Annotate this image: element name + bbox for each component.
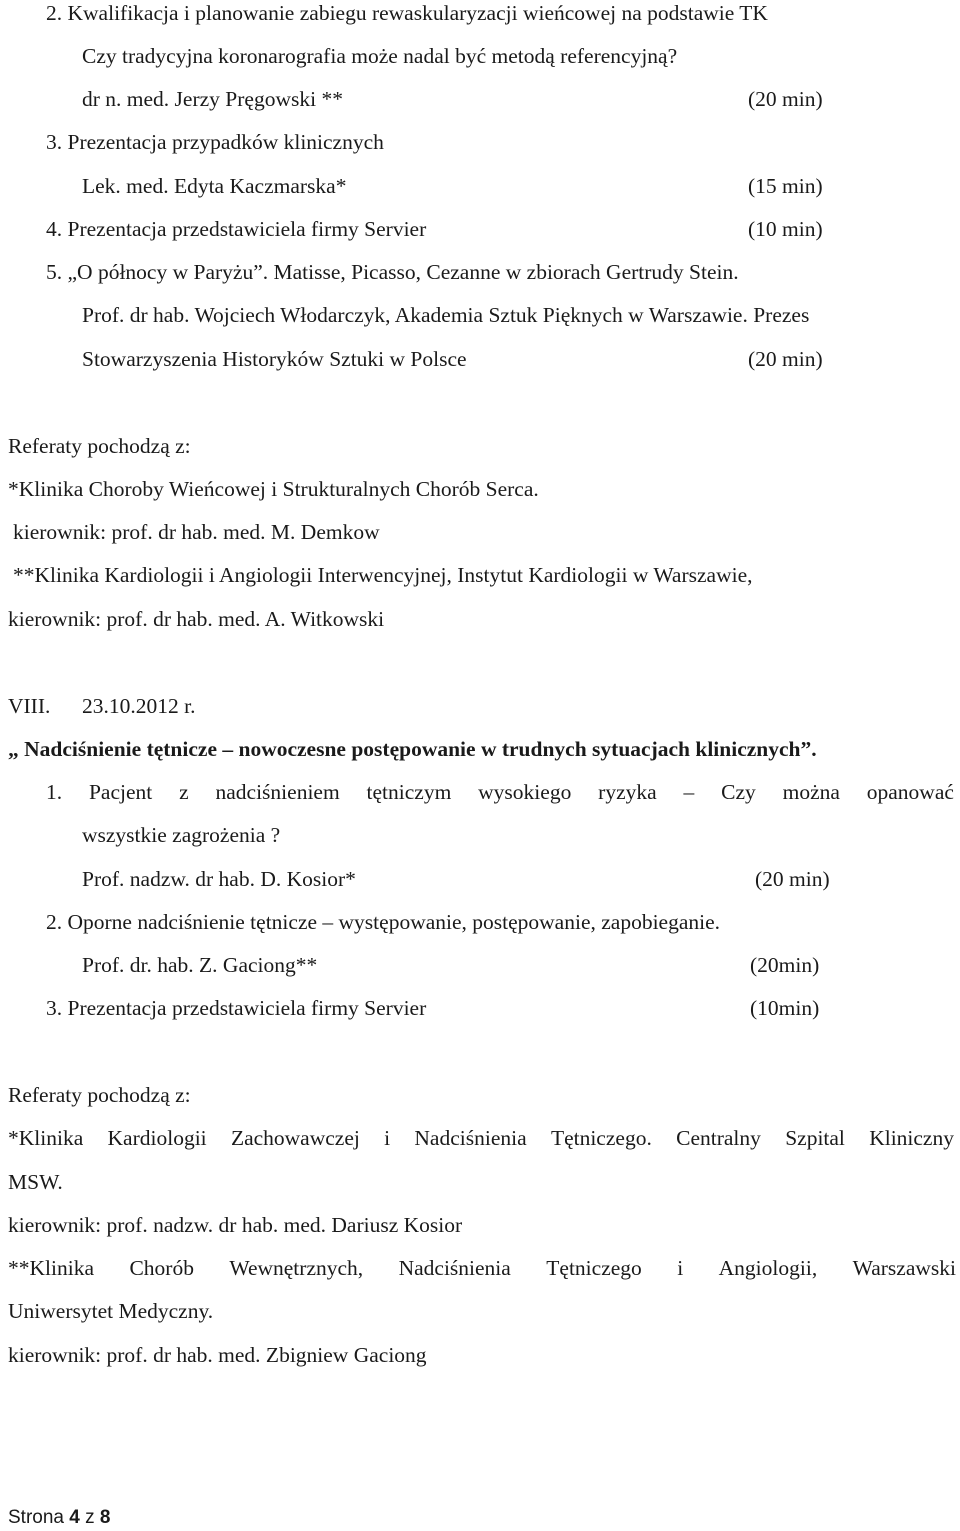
- s1-item3-time: (15 min): [748, 174, 823, 198]
- word: Kliniczny: [869, 1126, 954, 1150]
- s1-ref2-head: kierownik: prof. dr hab. med. A. Witkowski: [8, 607, 385, 631]
- s1-ref1: *Klinika Choroby Wieńcowej i Strukturalnych Chorób Serca.: [8, 477, 539, 501]
- word: Nadciśnienia: [398, 1256, 511, 1280]
- s1-refs-heading: Referaty pochodzą z:: [8, 434, 191, 458]
- s2-ref1-head: kierownik: prof. nadzw. dr hab. med. Dariusz Kosior: [8, 1213, 463, 1237]
- word: nadciśnieniem: [215, 780, 340, 804]
- s2-item1-time: (20 min): [755, 867, 830, 891]
- s2-item1-line2: wszystkie zagrożenia ?: [82, 823, 281, 847]
- word: tętniczym: [366, 780, 452, 804]
- word: Warszawski: [852, 1256, 956, 1280]
- s1-ref2: **Klinika Kardiologii i Angiologii Interwencyjnej, Instytut Kardiologii w Warszawie,: [13, 563, 753, 587]
- word: Nadciśnienia: [414, 1126, 527, 1150]
- page-total: 8: [99, 1507, 111, 1528]
- page-of: z: [85, 1507, 95, 1528]
- s1-item2-subtitle: Czy tradycyjna koronarografia może nadal być metodą referencyjną?: [82, 44, 678, 68]
- s1-item5-speaker: Prof. dr hab. Wojciech Włodarczyk, Akademia Sztuk Pięknych w Warszawie. Prezes: [82, 303, 810, 327]
- word: wysokiego: [478, 780, 572, 804]
- s2-ref2: [8, 1255, 956, 1281]
- s1-item3-speaker: Lek. med. Edyta Kaczmarska*: [82, 174, 347, 198]
- s2-item2-time: (20min): [750, 953, 820, 977]
- word: opanować: [866, 780, 954, 804]
- word: można: [782, 780, 840, 804]
- word: i: [384, 1126, 391, 1150]
- word: *Klinika: [8, 1126, 84, 1150]
- word: Chorób: [129, 1256, 194, 1280]
- word: **Klinika: [8, 1256, 94, 1280]
- s1-item2-speaker: dr n. med. Jerzy Pręgowski **: [82, 87, 343, 111]
- s2-ref1: [8, 1125, 954, 1151]
- s1-item4-title: 4. Prezentacja przedstawiciela firmy Servier: [46, 217, 427, 241]
- s2-item3-time: (10min): [750, 996, 820, 1020]
- s1-item4-time: (10 min): [748, 217, 823, 241]
- s2-title: „ Nadciśnienie tętnicze – nowoczesne postępowanie w trudnych sytuacjach klinicznych”.: [8, 737, 817, 761]
- s1-item2-title: 2. Kwalifikacja i planowanie zabiegu rewaskularyzacji wieńcowej na podstawie TK: [46, 1, 768, 25]
- s2-ref2-line2: Uniwersytet Medyczny.: [8, 1299, 214, 1323]
- s2-item2-speaker: Prof. dr. hab. Z. Gaciong**: [82, 953, 318, 977]
- page-number: 4: [69, 1507, 80, 1528]
- s1-ref1-head: kierownik: prof. dr hab. med. M. Demkow: [13, 520, 380, 544]
- s2-item1-speaker: Prof. nadzw. dr hab. D. Kosior*: [82, 867, 356, 891]
- word: Angiologii,: [718, 1256, 818, 1280]
- s1-item5-time: (20 min): [748, 347, 823, 371]
- s1-item3-title: 3. Prezentacja przypadków klinicznych: [46, 130, 384, 154]
- word: 1.: [46, 780, 63, 804]
- word: Tętniczego.: [550, 1126, 652, 1150]
- word: z: [179, 780, 189, 804]
- word: Kardiologii: [107, 1126, 207, 1150]
- word: Szpital: [785, 1126, 845, 1150]
- s2-refs-heading: Referaty pochodzą z:: [8, 1083, 191, 1107]
- s2-item2-title: 2. Oporne nadciśnienie tętnicze – występowanie, postępowanie, zapobieganie.: [46, 910, 721, 934]
- s2-item1-title: [46, 779, 954, 805]
- word: –: [683, 780, 695, 804]
- s2-ref1-line2: MSW.: [8, 1170, 63, 1194]
- word: Centralny: [676, 1126, 761, 1150]
- word: Zachowawczej: [230, 1126, 360, 1150]
- s1-item5-affiliation: Stowarzyszenia Historyków Sztuki w Polsce: [82, 347, 467, 371]
- page-footer: [8, 1505, 110, 1531]
- word: Czy: [721, 780, 756, 804]
- s2-date: 23.10.2012 r.: [82, 694, 196, 718]
- s2-ref2-head: kierownik: prof. dr hab. med. Zbigniew Gaciong: [8, 1343, 427, 1367]
- word: Wewnętrznych,: [229, 1256, 364, 1280]
- word: ryzyka: [598, 780, 657, 804]
- page-label: Strona: [8, 1507, 64, 1528]
- s2-item3-title: 3. Prezentacja przedstawiciela firmy Servier: [46, 996, 427, 1020]
- word: Pacjent: [88, 780, 153, 804]
- word: i: [677, 1256, 684, 1280]
- s1-item5-title: 5. „O północy w Paryżu”. Matisse, Picasso, Cezanne w zbiorach Gertrudy Stein.: [46, 260, 739, 284]
- word: Tętniczego: [546, 1256, 642, 1280]
- s2-number: VIII.: [8, 694, 51, 718]
- s1-item2-time: (20 min): [748, 87, 823, 111]
